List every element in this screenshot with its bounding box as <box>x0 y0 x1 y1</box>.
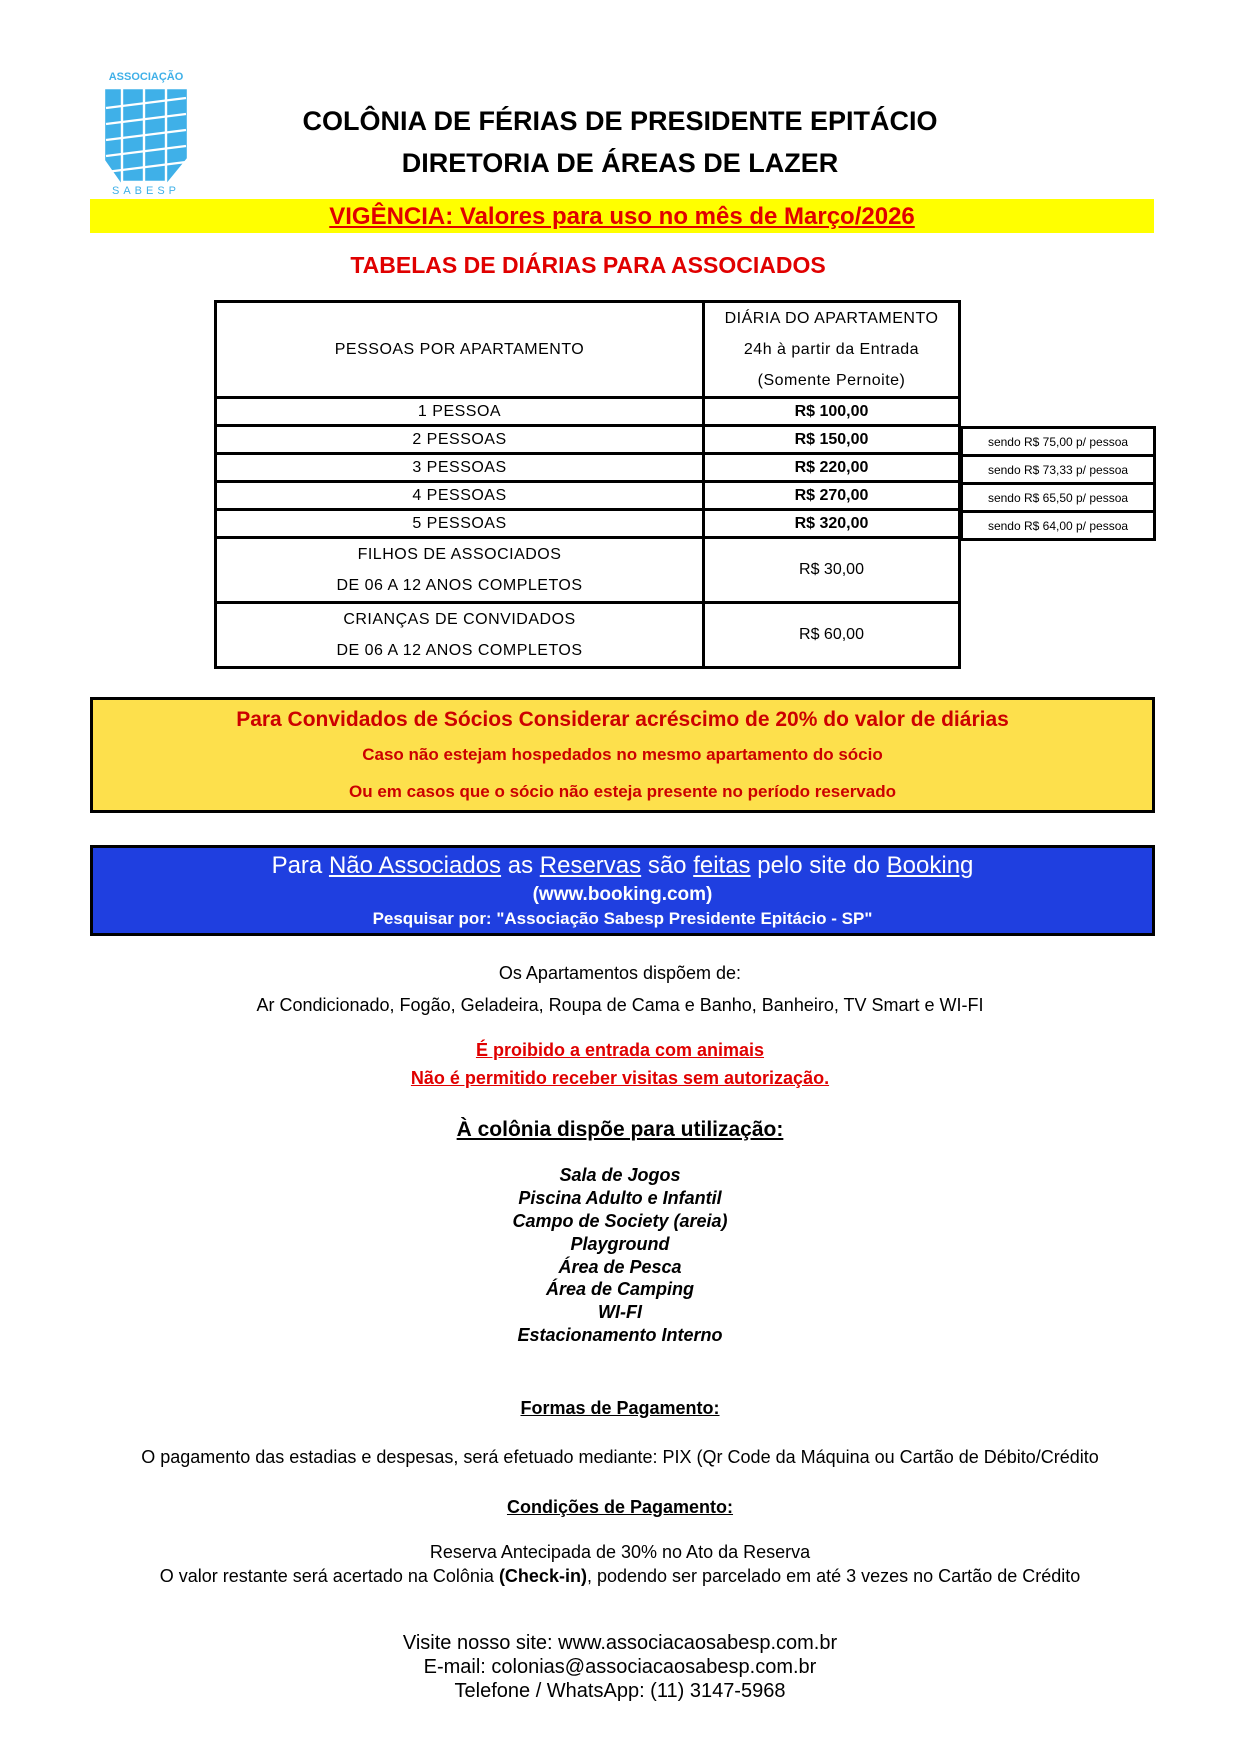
children-label-line: DE 06 A 12 ANOS COMPLETOS <box>336 642 583 659</box>
payment-forms-title: Formas de Pagamento: <box>520 1398 720 1418</box>
contact-site[interactable]: Visite nosso site: www.associacaosabesp.com.br <box>402 1632 838 1654</box>
row-price: R$ 320,00 <box>704 510 960 538</box>
price-table <box>214 300 961 669</box>
table-row <box>216 603 960 668</box>
table-row <box>216 538 960 603</box>
row-price: R$ 150,00 <box>704 426 960 454</box>
logo-top-text: ASSOCIAÇÃO <box>108 71 184 83</box>
amenity-item: WI-FI <box>598 1302 642 1322</box>
row-label: 5 PESSOAS <box>216 510 704 538</box>
row-label: 3 PESSOAS <box>216 454 704 482</box>
payment-condition-line <box>0 1566 1240 1587</box>
booking-word: as <box>507 852 534 879</box>
apartments-intro: Os Apartamentos dispõem de: <box>498 963 742 983</box>
booking-word: são <box>647 852 687 879</box>
amenity-item: Área de Pesca <box>558 1257 682 1277</box>
per-person-note: sendo R$ 75,00 p/ pessoa <box>962 428 1155 456</box>
amenity-item: Sala de Jogos <box>559 1165 681 1185</box>
booking-search-hint: Pesquisar por: "Associação Sabesp Presidente Epitácio - SP" <box>372 909 873 928</box>
row-label: 1 PESSOA <box>216 398 704 426</box>
children-label-line: DE 06 A 12 ANOS COMPLETOS <box>336 577 583 594</box>
row-label: 2 PESSOAS <box>216 426 704 454</box>
table-row <box>216 510 960 538</box>
row-price: R$ 220,00 <box>704 454 960 482</box>
guest-surcharge-box <box>90 697 1155 813</box>
condition-checkin: (Check-in) <box>498 1566 587 1586</box>
per-person-note: sendo R$ 64,00 p/ pessoa <box>962 512 1155 540</box>
booking-word: feitas <box>693 852 751 879</box>
booking-headline <box>93 852 1152 880</box>
contact-email[interactable]: E-mail: colonias@associacaosabesp.com.br <box>423 1656 817 1678</box>
col-header-line: 24h à partir da Entrada <box>743 341 920 358</box>
table-row <box>216 398 960 426</box>
payment-conditions-title: Condições de Pagamento: <box>506 1497 734 1517</box>
vigencia-banner <box>90 199 1154 233</box>
row-price: R$ 100,00 <box>704 398 960 426</box>
booking-word: Reservas <box>539 852 642 879</box>
condition-text: , podendo ser parcelado em até 3 vezes no Cartão de Crédito <box>586 1566 1081 1586</box>
booking-word: Para <box>271 852 323 879</box>
children-row-label <box>216 538 704 603</box>
page-subtitle: DIRETORIA DE ÁREAS DE LAZER <box>401 148 839 178</box>
payment-condition-line: Reserva Antecipada de 30% no Ato da Reserva <box>429 1542 811 1562</box>
amenity-item: Área de Camping <box>545 1279 695 1299</box>
guest-note-line: Caso não estejam hospedados no mesmo apartamento do sócio <box>362 745 883 764</box>
col-header-daily-rate <box>704 302 960 398</box>
apartments-features: Ar Condicionado, Fogão, Geladeira, Roupa de Cama e Banho, Banheiro, TV Smart e WI-FI <box>256 995 984 1015</box>
booking-word: Não Associados <box>328 852 502 879</box>
booking-url[interactable]: (www.booking.com) <box>532 884 713 905</box>
table-row <box>216 426 960 454</box>
booking-link[interactable]: Booking <box>886 852 974 879</box>
per-person-note: sendo R$ 65,50 p/ pessoa <box>962 484 1155 512</box>
contact-phone: Telefone / WhatsApp: (11) 3147-5968 <box>454 1680 786 1702</box>
booking-word: pelo site do <box>757 852 880 879</box>
table-row <box>216 482 960 510</box>
children-label-line: FILHOS DE ASSOCIADOS <box>357 546 562 563</box>
table-header-row <box>216 302 960 398</box>
children-row-price: R$ 30,00 <box>704 538 960 603</box>
row-price: R$ 270,00 <box>704 482 960 510</box>
rule-no-visits: Não é permitido receber visitas sem autorização. <box>410 1068 830 1088</box>
guest-note-line: Para Convidados de Sócios Considerar acréscimo de 20% do valor de diárias <box>236 708 1009 731</box>
children-label-line: CRIANÇAS DE CONVIDADOS <box>343 611 576 628</box>
children-row-label <box>216 603 704 668</box>
amenities-title: À colônia dispõe para utilização: <box>456 1118 784 1141</box>
col-header-people: PESSOAS POR APARTAMENTO <box>216 302 704 398</box>
logo-bottom-text: SABESP <box>111 185 181 196</box>
booking-box <box>90 845 1155 936</box>
vigencia-text: VIGÊNCIA: Valores para uso no mês de Março/2026 <box>329 203 915 230</box>
col-header-line: DIÁRIA DO APARTAMENTO <box>724 310 939 327</box>
rule-no-animals: É proibido a entrada com animais <box>475 1040 765 1060</box>
amenity-item: Campo de Society (areia) <box>512 1211 728 1231</box>
row-label: 4 PESSOAS <box>216 482 704 510</box>
amenity-item: Piscina Adulto e Infantil <box>518 1188 722 1208</box>
per-person-note: sendo R$ 73,33 p/ pessoa <box>962 456 1155 484</box>
tables-heading: TABELAS DE DIÁRIAS PARA ASSOCIADOS <box>350 252 826 278</box>
amenity-item: Estacionamento Interno <box>517 1325 723 1345</box>
payment-forms-text: O pagamento das estadias e despesas, será efetuado mediante: PIX (Qr Code da Máquina ou Cartão de Débito/Crédito <box>141 1447 1099 1467</box>
amenity-item: Playground <box>570 1234 670 1254</box>
col-header-line: (Somente Pernoite) <box>757 372 906 389</box>
per-person-notes <box>960 426 1156 541</box>
condition-text: O valor restante será acertado na Colônia <box>159 1566 494 1586</box>
page-title: COLÔNIA DE FÉRIAS DE PRESIDENTE EPITÁCIO <box>302 106 938 136</box>
children-row-price: R$ 60,00 <box>704 603 960 668</box>
guest-note-line: Ou em casos que o sócio não esteja presente no período reservado <box>348 782 896 801</box>
table-row <box>216 454 960 482</box>
